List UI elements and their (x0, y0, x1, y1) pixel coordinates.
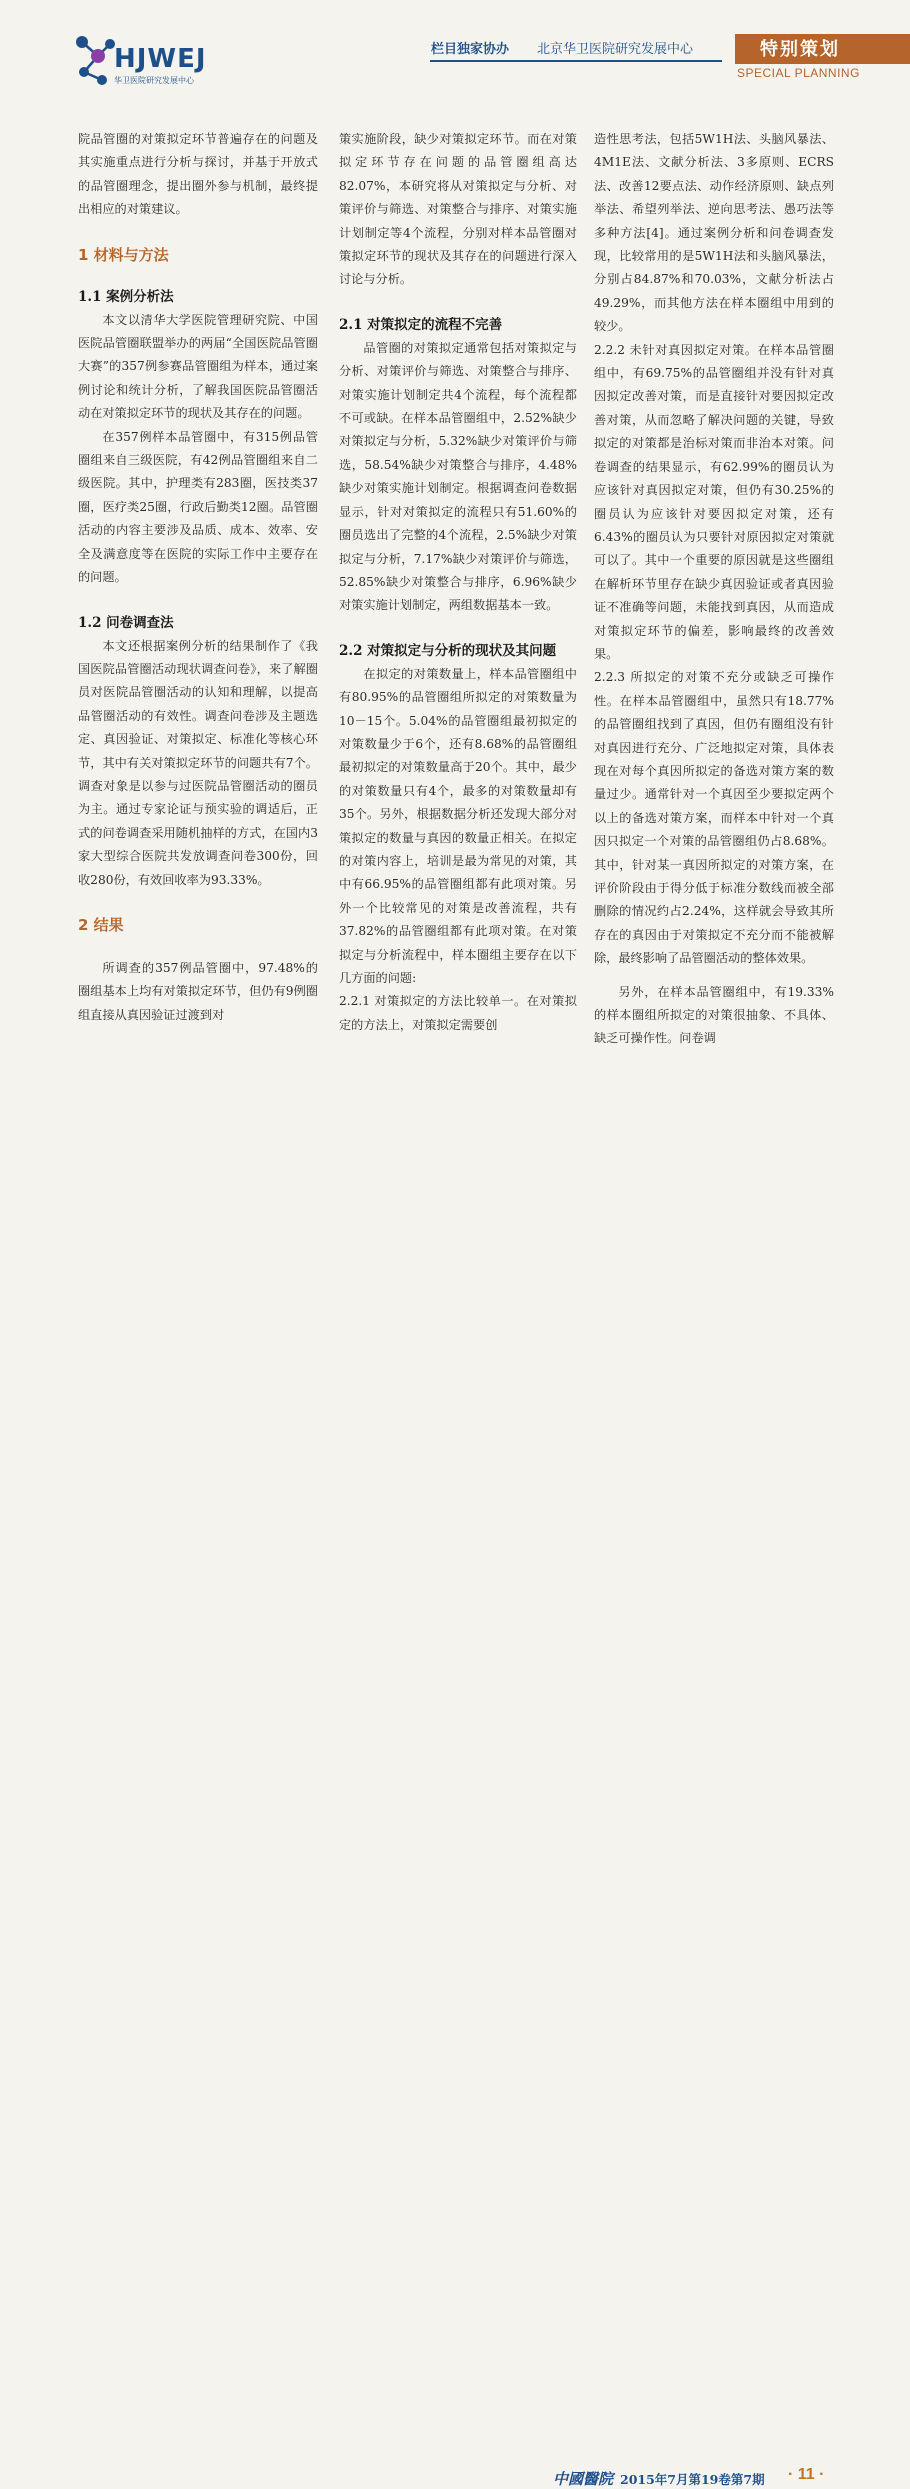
subsection-heading-case: 1.1 案例分析法 (78, 288, 174, 305)
issue-info: 2015年7月第19卷第7期 (620, 2472, 765, 2487)
special-planning-title: 特别策划 (760, 39, 840, 60)
paragraph: 品管圈的对策拟定通常包括对策拟定与分析、对策评价与筛选、对策整合与排序、对策实施计划制定共4个流程，每个流程都不可或缺。在样本品管圈组中，2.52%缺少对策拟定与分析，5.32%缺少对策评价与筛选，58.54%缺少对策整合与排序，4.48%缺少对策实施计划制定。根据调查问卷数据显示，针对对策拟定的流程只有51.60%的圈员选出了完整的4个流程，2.5%缺少对策拟定与分析，7.17%缺少对策评价与筛选，52.85%缺少对策整合与排序，6.96%缺少对策实施计划制定，两组数据基本一致。 (339, 340, 577, 613)
page-number: · 11 · (788, 2466, 825, 2483)
paragraph: 策实施阶段，缺少对策拟定环节。而在对策拟定环节存在问题的品管圈组高达82.07%，本研究将从对策拟定与分析、对策评价与筛选、对策整合与排序、对策实施计划制定等4个流程，分别对样本品管圈对策拟定环节的现状及其存在的问题进行深入讨论与分析。 (339, 132, 577, 287)
subsection-heading-survey: 1.2 问卷调查法 (78, 614, 174, 631)
subsection-heading-status: 2.2 对策拟定与分析的现状及其问题 (339, 642, 557, 659)
paragraph: 本文还根据案例分析的结果制作了《我国医院品管圈活动现状调查问卷》，来了解圈员对医院品管圈活动的认知和理解，以提高品管圈活动的有效性。调查问卷涉及主题选定、真因验证、对策拟定、标准化等核心环节，其中有关对策拟定环节的问题共有7个。调查对象是以参与过医院品管圈活动的圈员为主。通过专家论证与预实验的调适后，正式的问卷调查采用随机抽样的方式，在国内3家大型综合医院共发放调查问卷300份，回收280份，有效回收率为93.33%。 (78, 638, 318, 887)
logo-wordmark: HJWEJ (114, 44, 207, 74)
header-rule (430, 60, 722, 62)
paragraph: 造性思考法，包括5W1H法、头脑风暴法、4M1E法、文献分析法、3多原则、ECRS法、改善12要点法、动作经济原则、缺点列举法、希望列举法、逆向思考法、愚巧法等多种方法[4]。通过案例分析和问卷调查发现，比较常用的是5W1H法和头脑风暴法，分别占84.87%和70.03%，文献分析法占49.29%，而其他方法在样本圈组中用到的较少。 (594, 132, 834, 334)
column-sponsor-label: 栏目独家协办 (431, 42, 510, 57)
column-1 (78, 128, 318, 1027)
section-heading-results: 2 结果 (78, 915, 124, 934)
page-header (0, 0, 910, 100)
special-planning-subtitle: SPECIAL PLANNING (737, 66, 860, 80)
institute-name: 北京华卫医院研究发展中心 (537, 42, 694, 57)
paragraph: 院品管圈的对策拟定环节普遍存在的问题及其实施重点进行分析与探讨，并基于开放式的品管圈理念，提出圈外参与机制，最终提出相应的对策建议。 (78, 132, 318, 217)
paragraph: 2.2.2 未针对真因拟定对策。在样本品管圈组中，有69.75%的品管圈组并没有针对真因拟定改善对策，而是直接针对要因拟定改善对策，从而忽略了解决问题的关键，导致拟定的对策都是治标对策而非治本对策。问卷调查的结果显示，有62.99%的圈员认为应该针对真因拟定对策，但仍有30.25%的圈员认为应该针对要因拟定对策，还有6.43%的圈员认为只要针对原因拟定对策就可以了。其中一个重要的原因就是这些圈组在解析环节里存在缺少真因验证或者真因验证不准确等问题，未能找到真因，从而造成对策拟定环节的偏差，影响最终的改善效果。 (594, 342, 834, 661)
section-heading-methods: 1 材料与方法 (78, 245, 169, 264)
paragraph: 在拟定的对策数量上，样本品管圈组中有80.95%的品管圈组所拟定的对策数量为10－15个。5.04%的品管圈组最初拟定的对策数量少于6个，还有8.68%的品管圈组最初拟定的对策数量高于20个。其中，最少的对策数量只有4个，最多的对策数量却有35个。另外，根据数据分析还发现大部分对策拟定的数量与真因的数量正相关。在拟定的对策内容上，培训是最为常见的对策，其中有66.95%的品管圈组都有此项对策。另外一个比较常见的对策是改善流程，共有37.82%的品管圈组都有此项对策。在对策拟定与分析流程中，样本圈组主要存在以下几方面的问题: (339, 666, 577, 985)
paragraph: 本文以清华大学医院管理研究院、中国医院品管圈联盟举办的两届“全国医院品管圈大赛”的357例参赛品管圈组为样本，通过案例讨论和统计分析，了解我国医院品管圈活动在对策拟定环节的现状及其存在的问题。 (78, 312, 318, 421)
paragraph: 另外，在样本品管圈组中，有19.33%的样本圈组所拟定的对策很抽象、不具体、缺乏可操作性。问卷调 (594, 984, 834, 1046)
paragraph: 所调查的357例品管圈中，97.48%的圈组基本上均有对策拟定环节，但仍有9例圈组直接从真因验证过渡到对 (78, 960, 318, 1022)
page-footer (0, 1230, 910, 2488)
paragraph: 2.2.3 所拟定的对策不充分或缺乏可操作性。在样本品管圈组中，虽然只有18.77%的品管圈组找到了真因，但仍有圈组没有针对真因进行充分、广泛地拟定对策，具体表现在对每个真因所拟定的备选对策方案的数量过少。通常针对一个真因至少要拟定两个以上的备选对策方案，而样本中针对一个真因只拟定一个对策的品管圈组仍占8.68%。其中，针对某一真因所拟定的对策方案，在评价阶段由于得分低于标准分数线而被全部删除的情况约占2.24%，这样就会导致其所存在的真因由于对策拟定不充分而不能被解除，最终影响了品管圈活动的整体效果。 (594, 670, 834, 966)
paragraph: 在357例样本品管圈中，有315例品管圈组来自三级医院，有42例品管圈组来自二级医院。其中，护理类有283圈，医技类37圈，医疗类25圈，行政后勤类12圈。品管圈活动的内容主要涉及品质、成本、效率、安全及满意度等在医院的实际工作中主要存在的问题。 (78, 429, 318, 585)
logo-subtitle: 华卫医院研究发展中心 (114, 76, 194, 85)
column-2 (339, 128, 577, 1037)
subsection-heading-flow: 2.1 对策拟定的流程不完善 (339, 316, 503, 333)
column-3 (594, 128, 834, 1051)
journal-name: 中國醫院 (553, 2470, 614, 2488)
paragraph: 2.2.1 对策拟定的方法比较单一。在对策拟定的方法上，对策拟定需要创 (339, 994, 577, 1032)
